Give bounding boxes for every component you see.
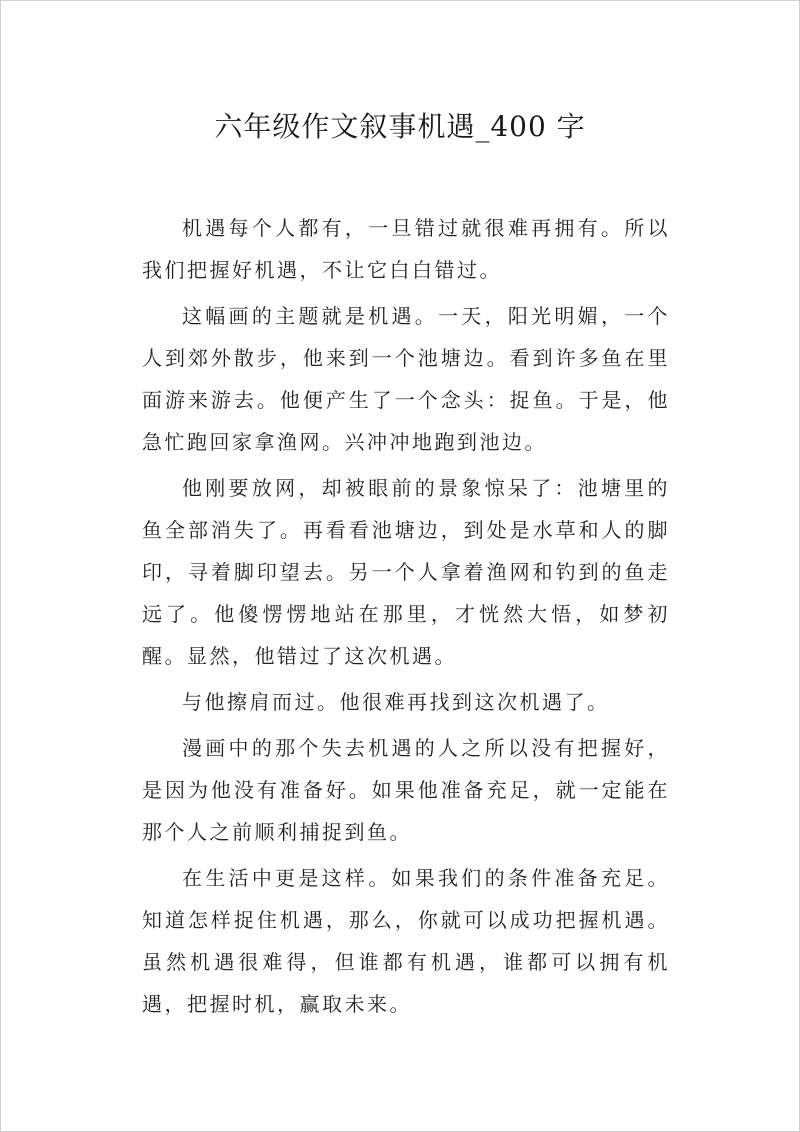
paragraph-5: 漫画中的那个失去机遇的人之所以没有把握好，是因为他没有准备好。如果他准备充足，就一定能在那个人之前顺利捕捉到鱼。: [142, 736, 670, 844]
paragraph-1: 机遇每个人都有，一旦错过就很难再拥有。所以我们把握好机遇，不让它白白错过。: [142, 216, 670, 282]
document-title: 六年级作文叙事机遇_400 字: [214, 110, 586, 143]
paragraph-6: 在生活中更是这样。如果我们的条件准备充足。知道怎样捉住机遇，那么，你就可以成功把握机遇。虽然机遇很难得，但谁都有机遇，谁都可以拥有机遇，把握时机，赢取未来。: [142, 866, 670, 1016]
paragraph-4: 与他擦肩而过。他很难再找到这次机遇了。: [182, 690, 610, 714]
paragraph-3: 他刚要放网，却被眼前的景象惊呆了：池塘里的鱼全部消失了。再看看池塘边，到处是水草和人的脚印，寻着脚印望去。另一个人拿着渔网和钓到的鱼走远了。他傻愣愣地站在那里，才恍然大悟，如梦初醒。显然，他错过了这次机遇。: [142, 476, 670, 668]
paragraph-2: 这幅画的主题就是机遇。一天，阳光明媚，一个人到郊外散步，他来到一个池塘边。看到许多鱼在里面游来游去。他便产生了一个念头：捉鱼。于是，他急忙跑回家拿渔网。兴冲冲地跑到池边。: [142, 304, 670, 454]
document-body: [142, 207, 670, 1029]
